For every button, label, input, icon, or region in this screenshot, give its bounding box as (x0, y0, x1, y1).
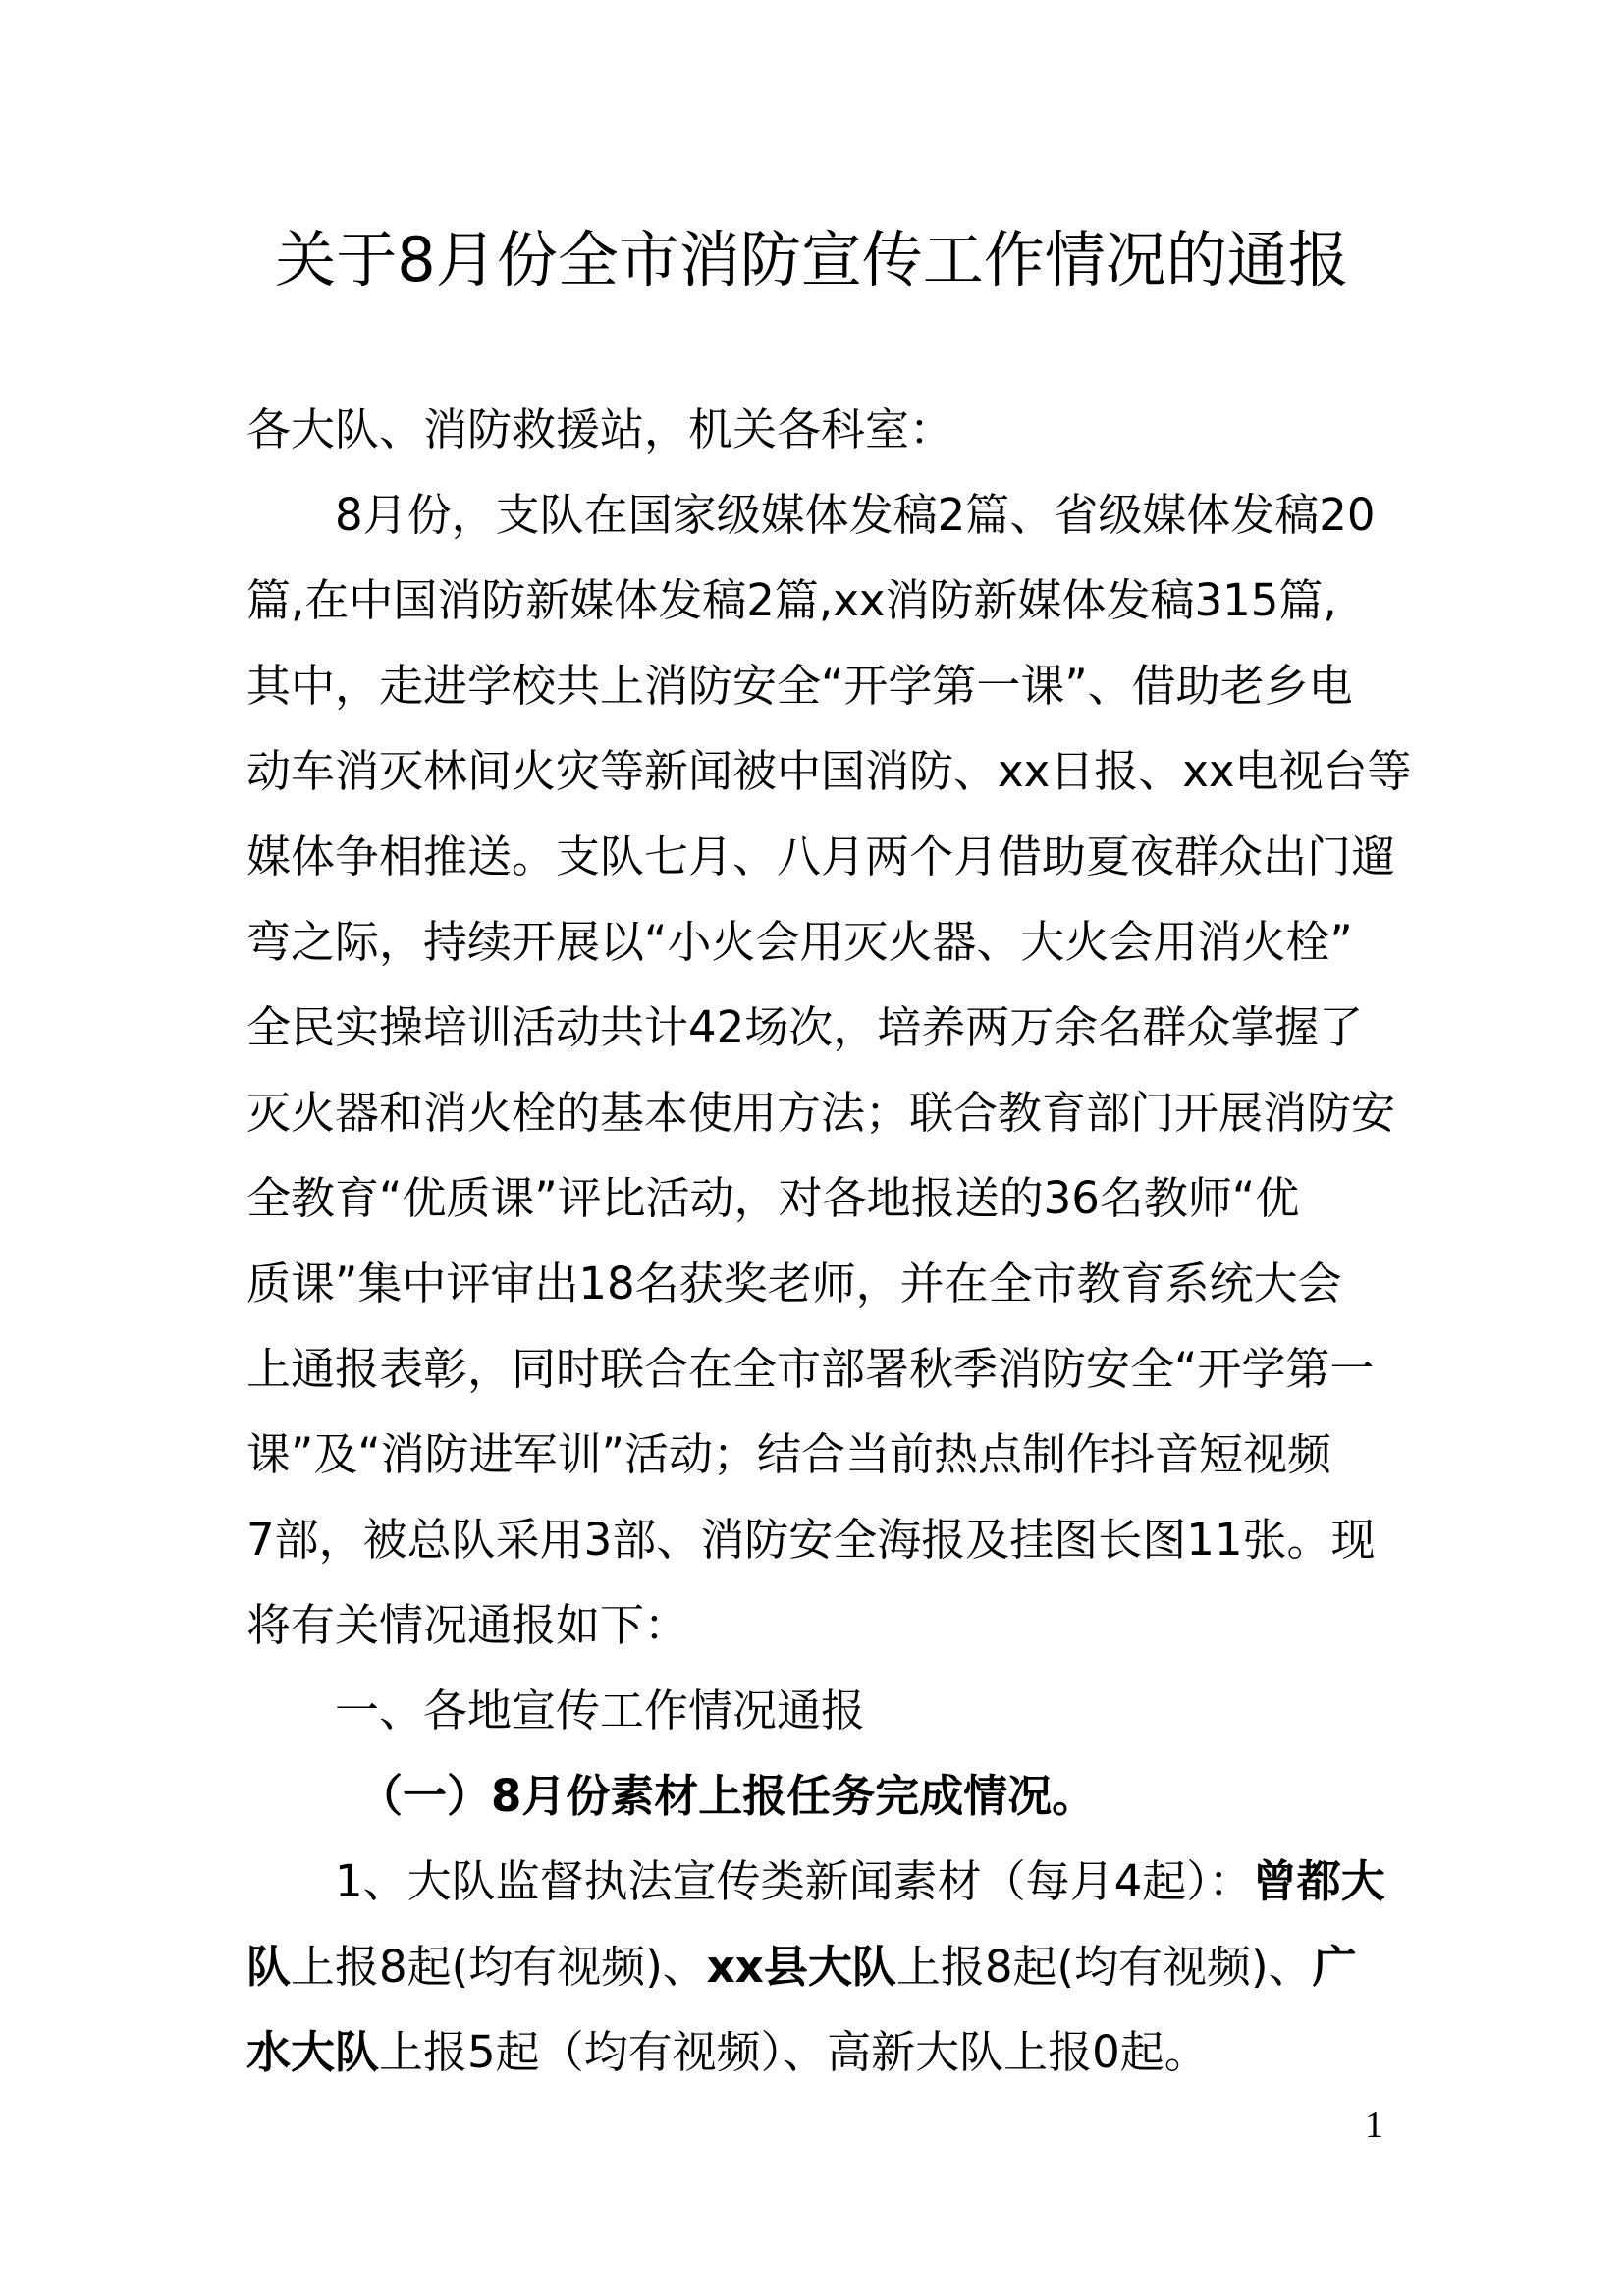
unit-name: 曾都大 (1252, 1855, 1385, 1907)
body-line: 全教育“优质课”评比活动，对各地报送的36名教师“优 (246, 1172, 1300, 1224)
body-line: 篇,在中国消防新媒体发稿2篇,xx消防新媒体发稿315篇, (246, 574, 1337, 626)
body-line: 7部，被总队采用3部、消防安全海报及挂图长图11张。现 (246, 1514, 1376, 1566)
body-line: 将有关情况通报如下： (246, 1599, 689, 1651)
item1-line3 (246, 2023, 1209, 2082)
item1-text: 上报8起(均有视频)、 (291, 1941, 707, 1993)
body-line: 全民实操培训活动共计42场次，培养两万余名群众掌握了 (246, 1001, 1364, 1053)
section-heading: 一、各地宣传工作情况通报 (335, 1684, 866, 1736)
item1-line2 (246, 1938, 1357, 1997)
unit-name: 队 (246, 1941, 292, 1993)
body-line: 8月份，支队在国家级媒体发稿2篇、省级媒体发稿20 (335, 489, 1376, 541)
page-number: 1 (1365, 2105, 1383, 2146)
item1-text: 上报5起（均有视频）、高新大队上报0起。 (379, 2026, 1209, 2078)
item1-text: 1、大队监督执法宣传类新闻素材（每月4起）： (335, 1855, 1253, 1907)
body-line: 质课”集中评审出18名获奖老师，并在全市教育系统大会 (246, 1257, 1342, 1309)
document-title: 关于8月份全市消防宣传工作情况的通报 (275, 224, 1349, 295)
item1-line1 (335, 1852, 1385, 1911)
item1-text: 上报8起(均有视频)、 (895, 1941, 1313, 1993)
body-line: 其中，走进学校共上消防安全“开学第一课”、借助老乡电 (246, 660, 1353, 712)
unit-name: 水大队 (246, 2026, 380, 2078)
unit-name: xx县大队 (706, 1941, 896, 1993)
body-line: 灭火器和消火栓的基本使用方法；联合教育部门开展消防安 (246, 1087, 1396, 1139)
body-line: 课”及“消防进军训”活动；结合当前热点制作抖音短视频 (246, 1428, 1331, 1480)
salutation: 各大队、消防救援站，机关各科室： (246, 403, 954, 455)
unit-name: 广 (1312, 1941, 1357, 1993)
body-line: 上通报表彰，同时联合在全市部署秋季消防安全“开学第一 (246, 1343, 1375, 1395)
body-line: 弯之际，持续开展以“小火会用灭火器、大火会用消火栓” (246, 916, 1353, 968)
body-line: 动车消灭林间火灾等新闻被中国消防、xx日报、xx电视台等 (246, 745, 1412, 797)
subsection-heading: （一）8月份素材上报任务完成情况。 (358, 1770, 1097, 1822)
body-line: 媒体争相推送。支队七月、八月两个月借助夏夜群众出门遛 (246, 830, 1396, 882)
